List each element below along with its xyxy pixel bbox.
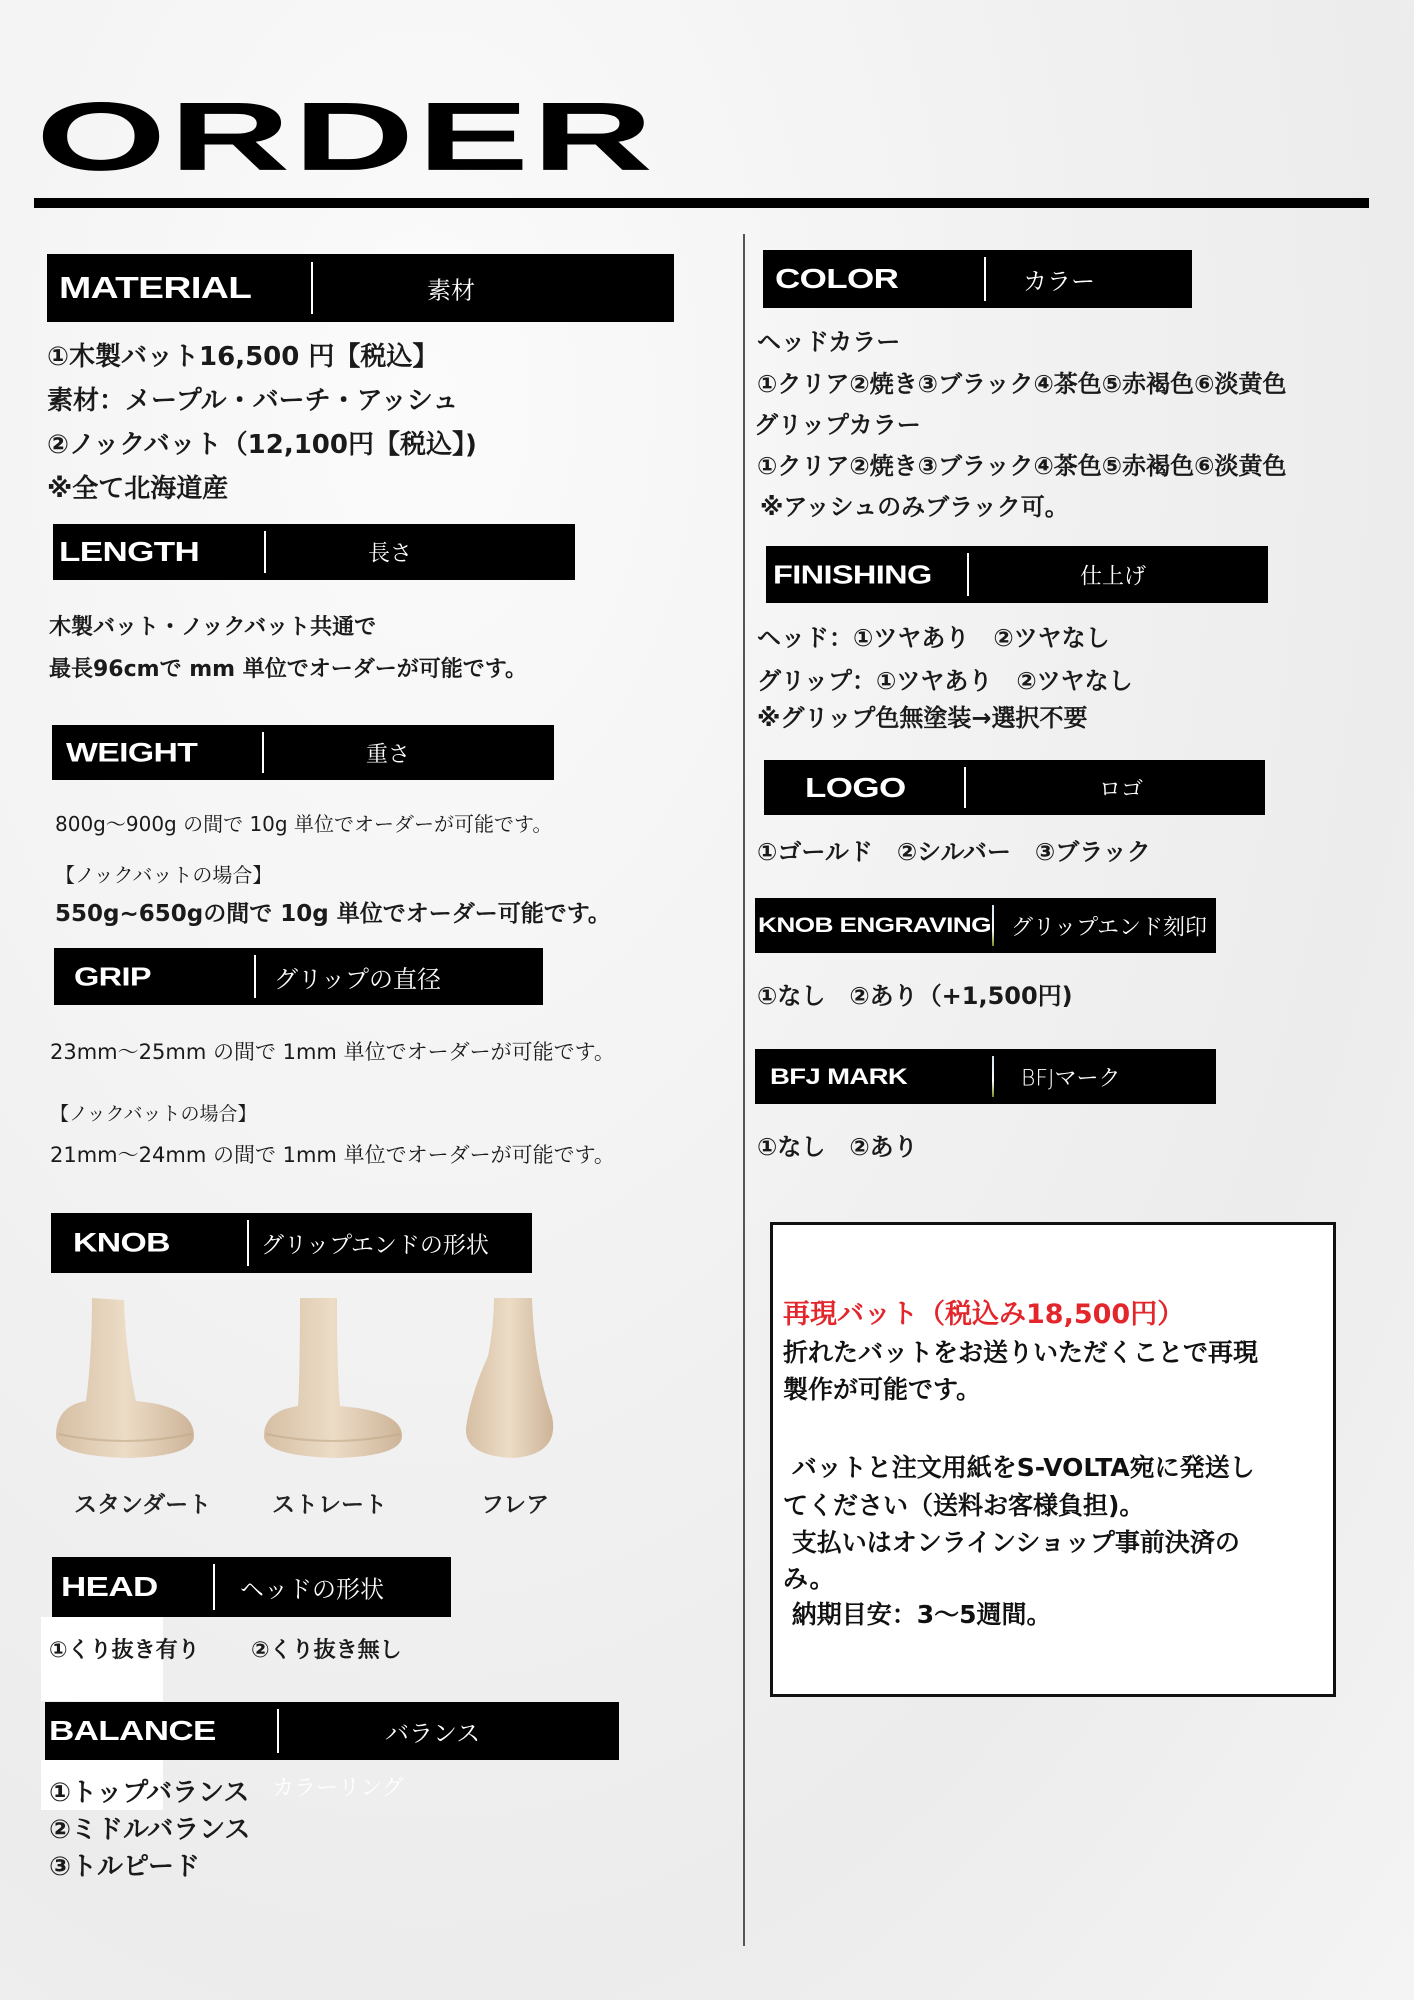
color-line-4: ①クリア②焼き③ブラック④茶色⑤赤褐色⑥淡黄色: [757, 452, 1287, 480]
header-separator: [984, 257, 986, 301]
weight-title-en: WEIGHT: [66, 737, 198, 767]
straight-knob-image: [262, 1296, 412, 1462]
flare-knob-image: [462, 1296, 562, 1462]
weight-line-2: 【ノックバットの場合】: [55, 863, 273, 887]
replica-line-4: バットと注文用紙をS-VOLTA宛に発送し: [783, 1453, 1255, 1482]
header-separator: [254, 955, 256, 998]
material-header: [47, 254, 674, 322]
color-header: [763, 250, 1192, 308]
balance-option-1: ①トップバランス: [49, 1778, 250, 1808]
balance-title-en: BALANCE: [49, 1715, 216, 1746]
replica-line-6: 支払いはオンラインショップ事前決済の: [783, 1528, 1240, 1557]
replica-line-2: 製作が可能です。: [783, 1375, 982, 1404]
color-line-1: ヘッドカラー: [757, 328, 901, 356]
header-separator: [213, 1564, 215, 1610]
weight-line-3: 550g~650gの間で 10g 単位でオーダー可能です。: [55, 901, 611, 927]
header-separator: [992, 1056, 994, 1098]
grip-line-2: 【ノックバットの場合】: [50, 1103, 257, 1125]
knob-engraving-line-1: ①なし ②あり（+1,500円): [757, 982, 1073, 1010]
header-separator: [277, 1709, 279, 1753]
bfj-mark-line-1: ①なし ②あり: [757, 1133, 918, 1161]
replica-line-8: 納期目安：3～5週間。: [783, 1600, 1052, 1629]
knob-title-jp: グリップエンドの形状: [261, 1232, 489, 1259]
grip-title-jp: グリップの直径: [274, 965, 442, 993]
head-title-en: HEAD: [61, 1571, 158, 1602]
finishing-title-jp: 仕上げ: [1080, 564, 1147, 589]
knob-option-standard: スタンダート: [74, 1492, 212, 1518]
knob-engraving-header: [755, 898, 1216, 953]
balance-title-jp: バランス: [385, 1719, 481, 1748]
head-option-1: ①くり抜き有り: [49, 1638, 200, 1663]
title-underline: [34, 198, 1369, 208]
balance-ghost-text: カラーリング: [272, 1776, 404, 1801]
material-line-1: ①木製バット16,500 円【税込】: [47, 342, 439, 372]
header-separator: [992, 905, 994, 947]
balance-option-3: ③トルピード: [49, 1852, 200, 1882]
bfj-mark-title-en: BFJ MARK: [770, 1063, 908, 1089]
material-title-jp: 素材: [427, 276, 475, 305]
material-line-2: 素材：メープル・バーチ・アッシュ: [47, 386, 459, 416]
material-title-en: MATERIAL: [59, 270, 252, 305]
color-line-5: ※アッシュのみブラック可。: [760, 493, 1069, 521]
logo-title-en: LOGO: [805, 771, 906, 803]
knob-engraving-title-jp: グリップエンド刻印: [1011, 915, 1208, 940]
grip-title-en: GRIP: [74, 961, 151, 991]
knob-option-straight: ストレート: [272, 1492, 387, 1518]
replica-line-7: み。: [783, 1564, 835, 1593]
grip-header: [54, 948, 543, 1005]
knob-title-en: KNOB: [73, 1227, 170, 1258]
header-separator: [967, 553, 969, 596]
head-title-jp: ヘッドの形状: [240, 1575, 384, 1604]
color-title-jp: カラー: [1023, 267, 1095, 296]
header-separator: [964, 767, 966, 809]
color-title-en: COLOR: [775, 263, 899, 294]
weight-title-jp: 重さ: [366, 742, 411, 767]
head-option-2: ②くり抜き無し: [251, 1638, 402, 1663]
bfj-mark-title-jp: BFJマーク: [1021, 1066, 1121, 1091]
logo-title-jp: ロゴ: [1099, 777, 1144, 802]
column-divider: [743, 234, 745, 1946]
replica-line-5: てください（送料お客様負担)。: [783, 1491, 1145, 1520]
length-header: [53, 524, 575, 580]
grip-line-1: 23mm～25mm の間で 1mm 単位でオーダーが可能です。: [50, 1040, 615, 1064]
knob-header: [51, 1213, 532, 1273]
page-title: ORDER: [36, 81, 657, 191]
replica-line-1: 折れたバットをお送りいただくことで再現: [783, 1338, 1259, 1367]
replica-bat-info-box: [770, 1222, 1336, 1697]
finishing-line-3: ※グリップ色無塗装→選択不要: [757, 704, 1088, 732]
weight-line-1: 800g～900g の間で 10g 単位でオーダーが可能です。: [55, 812, 553, 836]
finishing-line-2: グリップ：①ツヤあり ②ツヤなし: [757, 667, 1133, 695]
length-line-2: 最長96cmで mm 単位でオーダーが可能です。: [49, 657, 527, 682]
header-separator: [311, 262, 313, 314]
balance-option-2: ②ミドルバランス: [49, 1815, 251, 1845]
length-line-1: 木製バット・ノックバット共通で: [49, 615, 377, 640]
bfj-mark-header: [755, 1049, 1216, 1104]
weight-header: [52, 725, 554, 780]
material-line-4: ※全て北海道産: [47, 474, 229, 504]
color-line-3: グリップカラー: [754, 411, 921, 439]
standard-knob-image: [54, 1296, 204, 1462]
header-separator: [247, 1220, 249, 1266]
balance-header: [45, 1702, 619, 1760]
replica-heading: 再現バット（税込み18,500円）: [783, 1299, 1185, 1330]
finishing-title-en: FINISHING: [773, 559, 932, 589]
header-separator: [262, 732, 264, 774]
header-separator: [264, 531, 266, 574]
color-line-2: ①クリア②焼き③ブラック④茶色⑤赤褐色⑥淡黄色: [757, 370, 1287, 398]
grip-line-3: 21mm～24mm の間で 1mm 単位でオーダーが可能です。: [50, 1143, 615, 1167]
length-title-en: LENGTH: [59, 536, 200, 567]
knob-option-flare: フレア: [481, 1492, 550, 1518]
finishing-line-1: ヘッド：①ツヤあり ②ツヤなし: [757, 624, 1110, 652]
material-line-3: ②ノックバット（12,100円【税込】): [47, 430, 477, 460]
logo-line-1: ①ゴールド ②シルバー ③ブラック: [757, 838, 1151, 866]
logo-header: [764, 760, 1265, 815]
head-header: [52, 1557, 451, 1617]
knob-engraving-title-en: KNOB ENGRAVING: [758, 913, 991, 937]
finishing-header: [766, 546, 1268, 603]
length-title-jp: 長さ: [368, 541, 413, 567]
